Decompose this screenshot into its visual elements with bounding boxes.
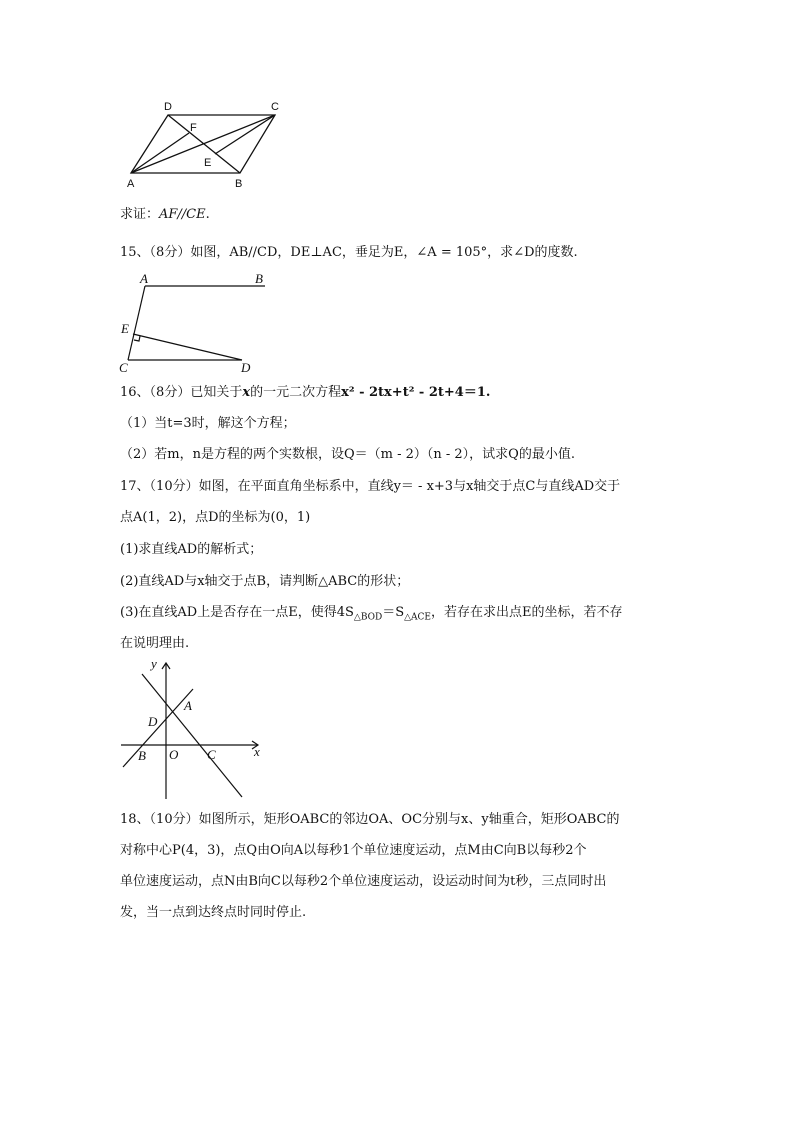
label-c: C	[271, 101, 279, 113]
label-f: F	[190, 122, 197, 134]
parallel-lines-figure	[115, 270, 275, 375]
label-a: A	[140, 271, 148, 286]
label-b: B	[235, 178, 243, 190]
parallelogram-figure	[120, 98, 290, 190]
right-angle-mark	[134, 336, 140, 341]
question-18-line-1: 18、（10分）如图所示，矩形OABC的邻边OA、OC分别与x、y轴重合，矩形OABC的	[120, 812, 620, 827]
question-15: 15、（8分）如图，AB//CD，DE⊥AC，垂足为E，∠A = 105°，求∠D的度数.	[120, 245, 578, 260]
label-c: C	[119, 360, 128, 375]
question-17-part-3-cont: 在说明理由.	[120, 636, 190, 651]
line-de	[133, 334, 242, 360]
label-d: D	[164, 101, 172, 113]
segment-ce	[215, 115, 275, 154]
proof-formula: AF//CE	[159, 207, 206, 222]
label-e: E	[121, 321, 129, 336]
proof-statement: 求证：AF//CE.	[120, 207, 210, 222]
equation: x² - 2tx+t² - 2t+4＝1.	[341, 385, 491, 400]
question-16-part-2: （2）若m，n是方程的两个实数根，设Q＝（m - 2）（n - 2），试求Q的最小值.	[120, 447, 575, 462]
label-b: B	[138, 748, 146, 763]
line-ac	[128, 286, 145, 360]
line-ac	[142, 674, 242, 797]
label-o: O	[169, 747, 179, 762]
question-18-line-2: 对称中心P(4，3)，点Q由O向A以每秒1个单位速度运动，点M由C向B以每秒2个	[120, 843, 587, 858]
question-17-part-1: (1)求直线AD的解析式；	[120, 542, 263, 557]
line-ad	[123, 689, 193, 767]
question-16: 16、（8分）已知关于x的一元二次方程x² - 2tx+t² - 2t+4＝1.	[120, 385, 491, 400]
coordinate-figure	[118, 655, 268, 803]
question-16-part-1: （1）当t=3时，解这个方程；	[120, 416, 296, 431]
label-a: A	[127, 178, 135, 190]
label-d: D	[241, 360, 251, 375]
question-17-part-3: (3)在直线AD上是否存在一点E，使得$4S_{\triangle BOD}=S_{\triangle ACE}$，若存在求出点E的坐标，若不存	[120, 605, 623, 623]
question-17-line-2: 点A(1，2)，点D的坐标为(0，1)	[120, 510, 311, 525]
label-d: D	[148, 714, 158, 729]
label-c: C	[207, 747, 216, 762]
label-b: B	[255, 271, 263, 286]
label-e: E	[204, 157, 212, 169]
question-17-part-2: (2)直线AD与x轴交于点B，请判断△ABC的形状；	[120, 574, 410, 589]
question-18-line-3: 单位速度运动，点N由B向C以每秒2个单位速度运动，设运动时间为t秒，三点同时出	[120, 874, 607, 889]
label-x: x	[254, 744, 260, 759]
question-18-line-4: 发，当一点到达终点时同时停止.	[120, 905, 307, 920]
label-y: y	[151, 656, 157, 671]
label-a: A	[184, 698, 192, 713]
question-17-line-1: 17、（10分）如图，在平面直角坐标系中，直线y＝ - x+3与x轴交于点C与直线AD交于	[120, 479, 621, 494]
